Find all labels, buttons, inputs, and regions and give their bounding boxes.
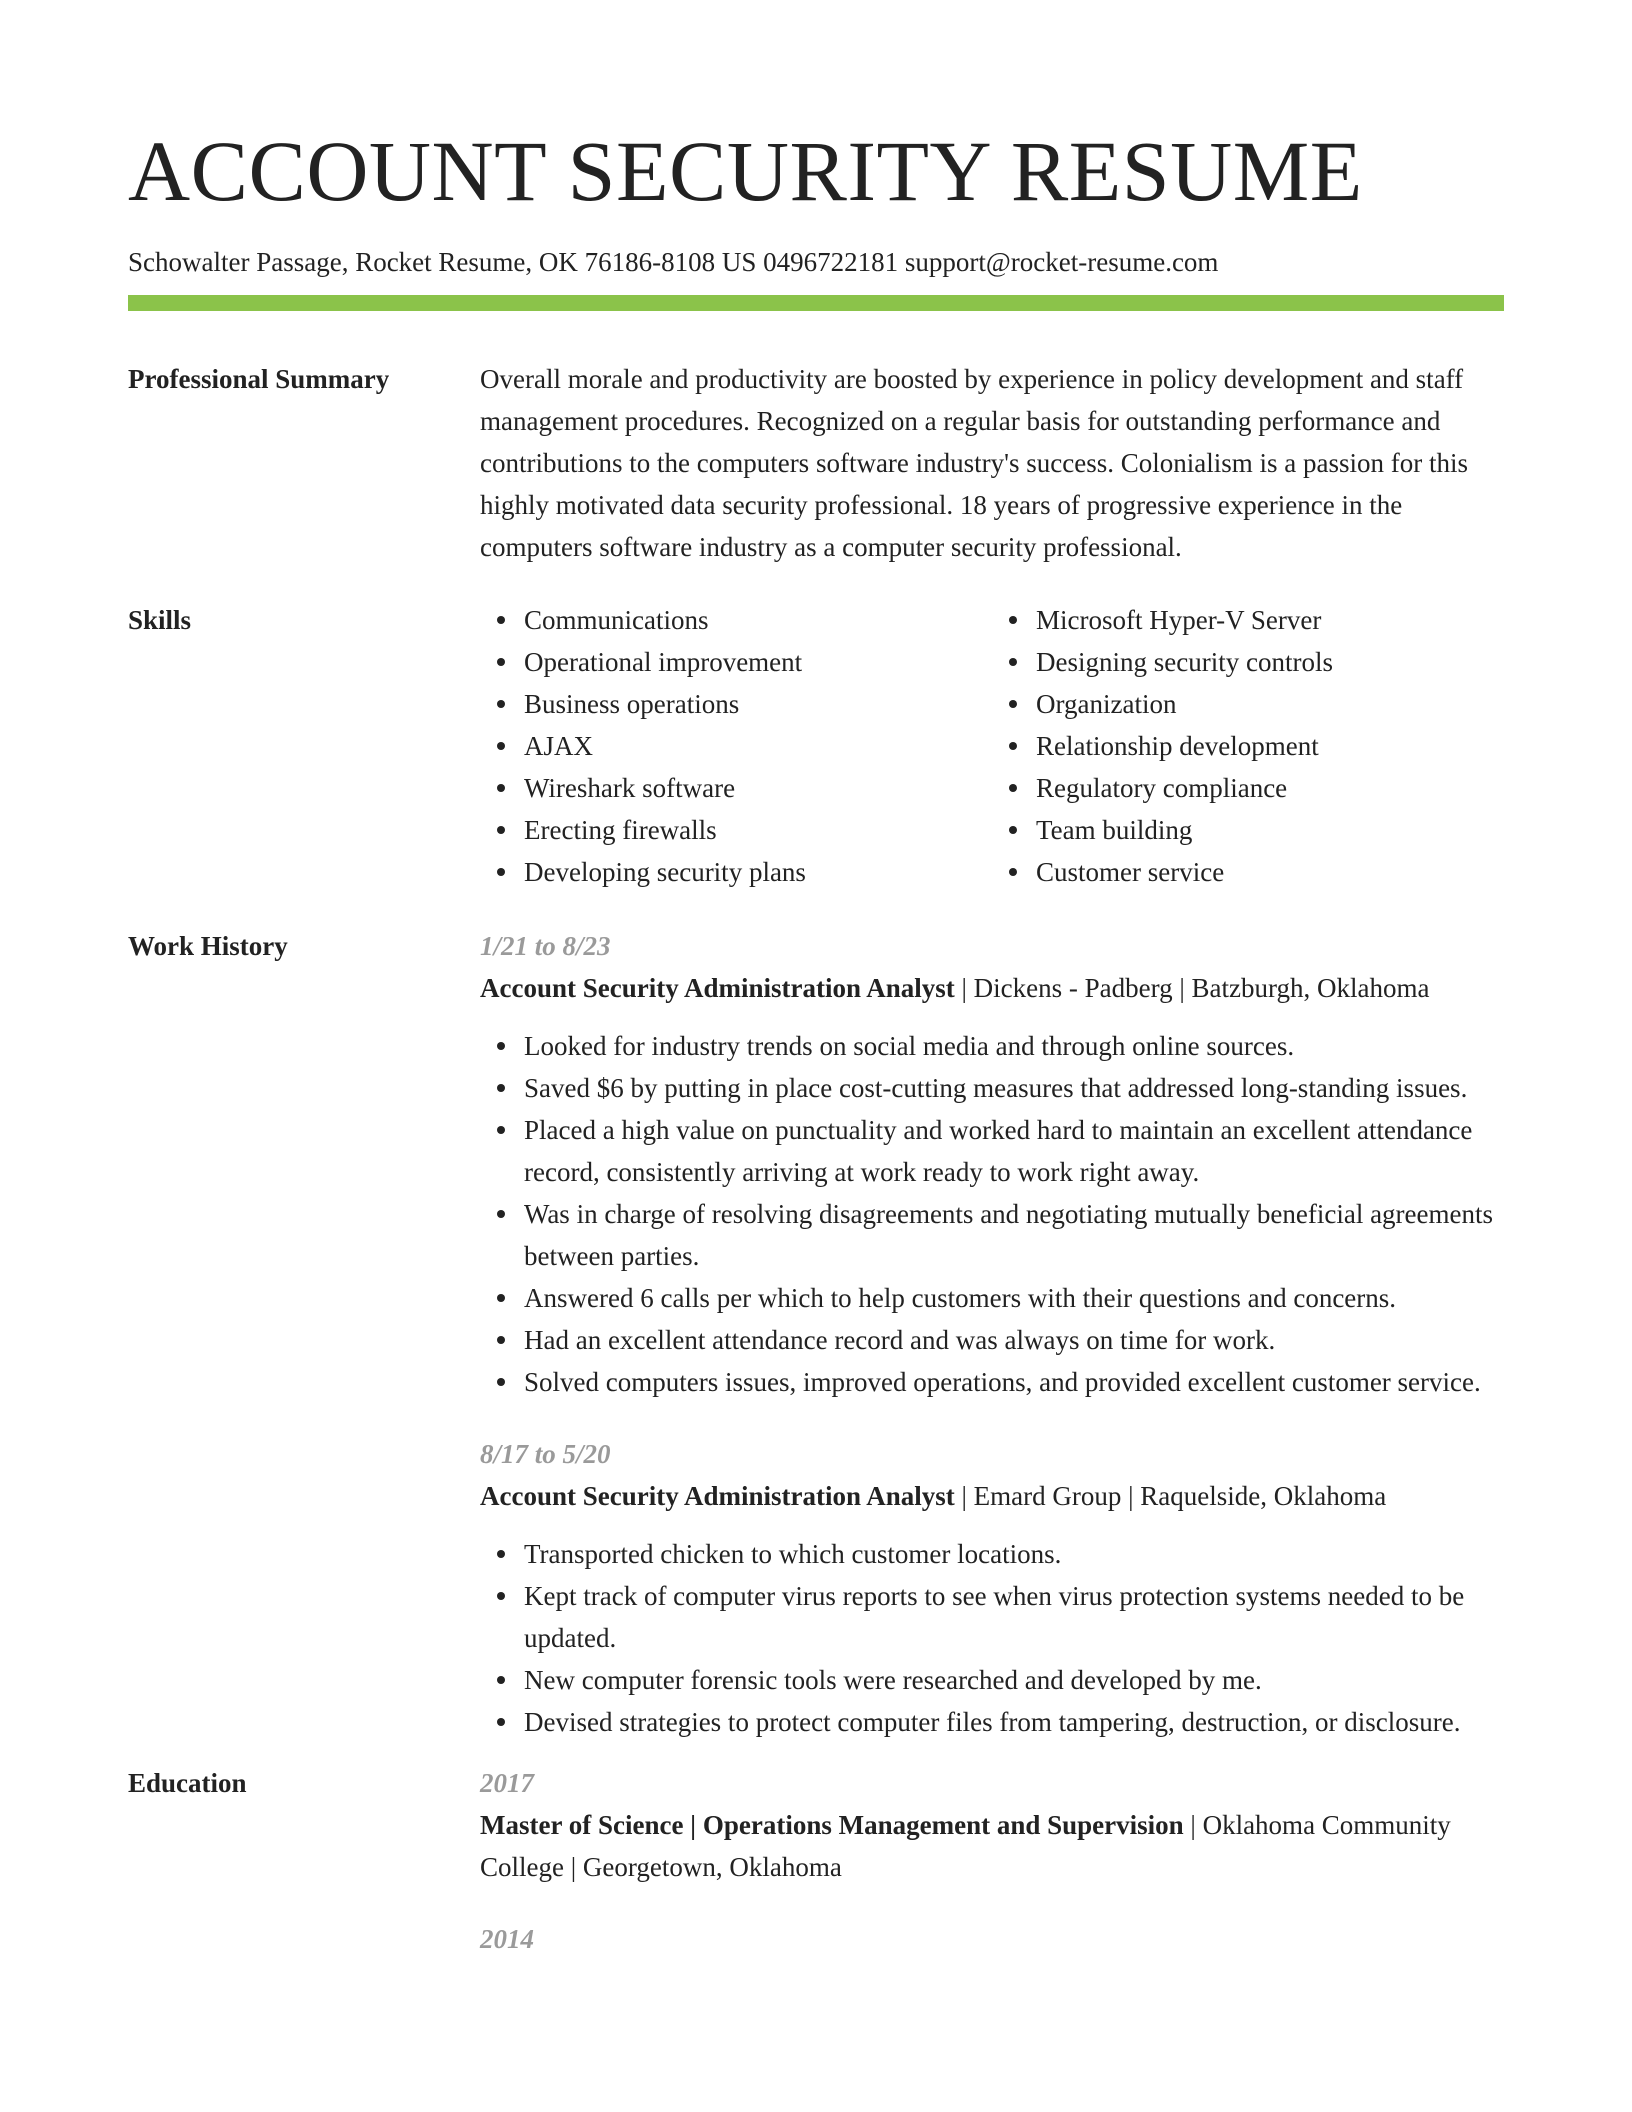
skill-item: Erecting firewalls bbox=[524, 809, 992, 851]
job-bullets bbox=[480, 1025, 1504, 1403]
job-bullet: Transported chicken to which customer locations. bbox=[524, 1533, 1504, 1575]
resume-page bbox=[128, 0, 1504, 1960]
job-bullet: Was in charge of resolving disagreements and negotiating mutually beneficial agreements between parties. bbox=[524, 1193, 1504, 1277]
job-entry bbox=[480, 925, 1504, 1403]
work-history-list bbox=[480, 925, 1504, 1743]
skills-column-right bbox=[992, 599, 1504, 893]
education-label: Education bbox=[128, 1768, 247, 1798]
skill-item: Designing security controls bbox=[1036, 641, 1504, 683]
skill-item: Customer service bbox=[1036, 851, 1504, 893]
job-bullet: Looked for industry trends on social media and through online sources. bbox=[524, 1025, 1504, 1067]
skill-item: Business operations bbox=[524, 683, 992, 725]
job-heading bbox=[480, 1475, 1504, 1517]
job-bullet: Kept track of computer virus reports to see when virus protection systems needed to be updated. bbox=[524, 1575, 1504, 1659]
job-employer-location: | Emard Group | Raquelside, Oklahoma bbox=[954, 1481, 1387, 1511]
skills-column-left bbox=[480, 599, 992, 893]
job-bullet: Placed a high value on punctuality and worked hard to maintain an excellent attendance record, consistently arriving at work ready to work right away. bbox=[524, 1109, 1504, 1193]
job-bullets bbox=[480, 1533, 1504, 1743]
work-history-label: Work History bbox=[128, 931, 288, 961]
skill-item: Wireshark software bbox=[524, 767, 992, 809]
job-bullet: Solved computers issues, improved operations, and provided excellent customer service. bbox=[524, 1361, 1504, 1403]
skill-item: Organization bbox=[1036, 683, 1504, 725]
job-bullet: Saved $6 by putting in place cost-cutting measures that addressed long-standing issues. bbox=[524, 1067, 1504, 1109]
summary-text: Overall morale and productivity are boosted by experience in policy development and staff management procedures. Recognized on a regular basis for outstanding performance and contributions to the computers software industry's success. Colonialism is a passion for this highly motivated data security professional. 18 years of progressive experience in the computers software industry as a computer security professional. bbox=[480, 364, 1468, 562]
skills-list bbox=[480, 599, 1504, 893]
job-bullet: Answered 6 calls per which to help customers with their questions and concerns. bbox=[524, 1277, 1504, 1319]
job-title: Account Security Administration Analyst bbox=[480, 1481, 955, 1511]
education-date: 2017 bbox=[480, 1768, 534, 1798]
skill-item: Relationship development bbox=[1036, 725, 1504, 767]
education-heading bbox=[480, 1804, 1504, 1888]
resume-title: ACCOUNT SECURITY RESUME bbox=[128, 123, 1363, 219]
accent-divider bbox=[128, 295, 1504, 311]
skill-item: Operational improvement bbox=[524, 641, 992, 683]
education-list bbox=[480, 1762, 1504, 1960]
skills-label: Skills bbox=[128, 605, 192, 635]
skill-item: Regulatory compliance bbox=[1036, 767, 1504, 809]
skill-item: Developing security plans bbox=[524, 851, 992, 893]
education-degree: Master of Science | Operations Management and Supervision bbox=[480, 1810, 1184, 1840]
skills-section bbox=[128, 599, 1504, 893]
job-date: 8/17 to 5/20 bbox=[480, 1439, 611, 1469]
job-bullet: Had an excellent attendance record and was always on time for work. bbox=[524, 1319, 1504, 1361]
job-entry bbox=[480, 1433, 1504, 1743]
skill-item: Microsoft Hyper-V Server bbox=[1036, 599, 1504, 641]
education-section bbox=[128, 1762, 1504, 1960]
summary-section bbox=[128, 358, 1504, 568]
work-history-section bbox=[128, 925, 1504, 1743]
education-entry bbox=[480, 1918, 1504, 1960]
summary-label: Professional Summary bbox=[128, 364, 390, 394]
job-date: 1/21 to 8/23 bbox=[480, 931, 611, 961]
job-heading bbox=[480, 967, 1504, 1009]
education-date: 2014 bbox=[480, 1924, 534, 1954]
job-title: Account Security Administration Analyst bbox=[480, 973, 955, 1003]
education-entry bbox=[480, 1762, 1504, 1888]
skill-item: AJAX bbox=[524, 725, 992, 767]
job-employer-location: | Dickens - Padberg | Batzburgh, Oklahoma bbox=[954, 973, 1430, 1003]
education-school-location: | Oklahoma Community College | Georgetown, Oklahoma bbox=[480, 1810, 1451, 1882]
job-bullet: Devised strategies to protect computer files from tampering, destruction, or disclosure. bbox=[524, 1701, 1504, 1743]
skill-item: Communications bbox=[524, 599, 992, 641]
job-bullet: New computer forensic tools were researched and developed by me. bbox=[524, 1659, 1504, 1701]
skill-item: Team building bbox=[1036, 809, 1504, 851]
contact-info: Schowalter Passage, Rocket Resume, OK 76186-8108 US 0496722181 support@rocket-resume.com bbox=[128, 247, 1219, 277]
